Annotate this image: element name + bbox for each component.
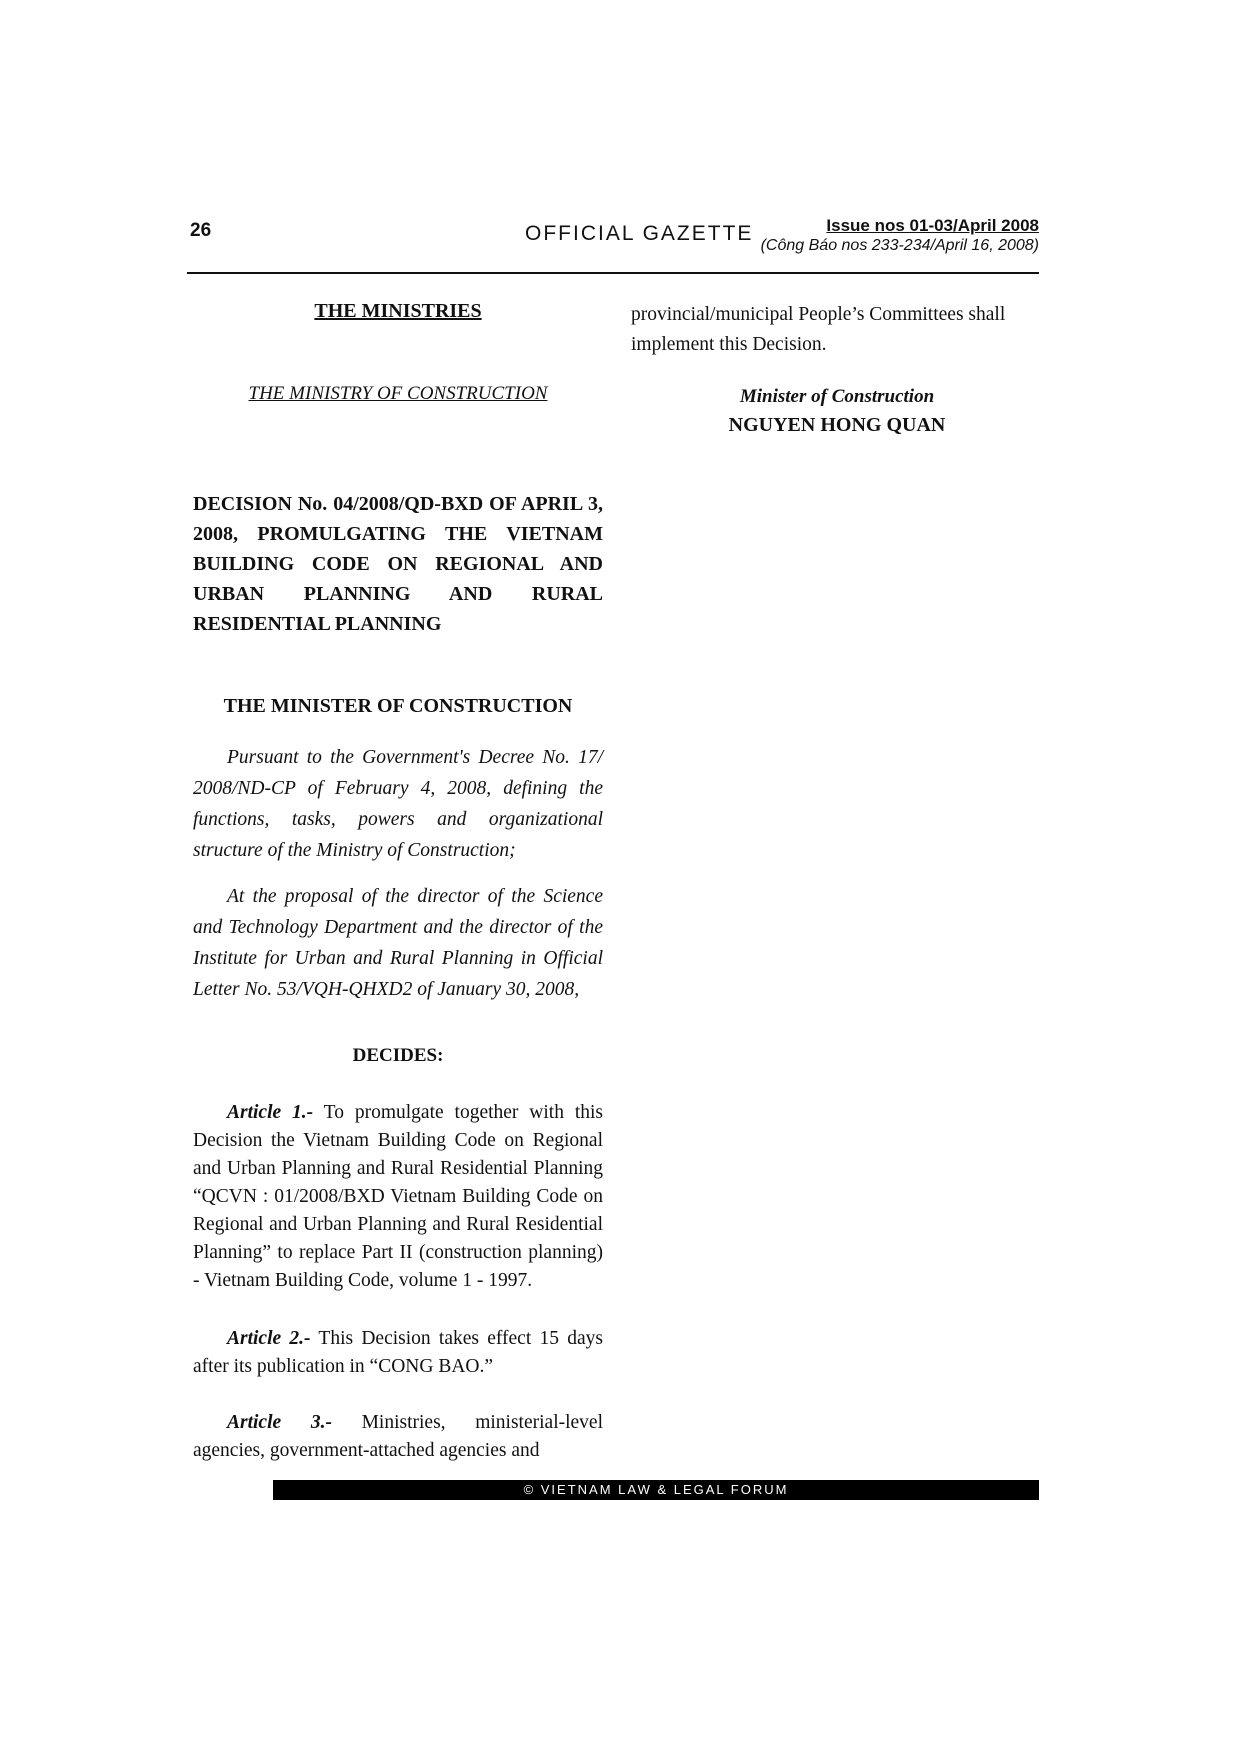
decision-title: DECISION No. 04/2008/QD-BXD OF APRIL 3, 2008, PROMULGATING THE VIETNAM BUILDING CODE ON REGIONAL AND URBAN PLANNING AND RURAL RESIDENTIAL PLANNING: [193, 493, 603, 635]
article-1: [193, 1099, 603, 1295]
article-3-continuation: provincial/municipal People’s Committees shall implement this Decision.: [631, 304, 1006, 355]
preamble-decree: Pursuant to the Government's Decree No. 17/ 2008/ND-CP of February 4, 2008, defining the functions, tasks, powers and organizational structure of the Ministry of Construction;: [193, 747, 603, 861]
decides-heading: DECIDES:: [352, 1045, 444, 1066]
publication-title: OFFICIAL GAZETTE: [525, 222, 754, 245]
page-number: 26: [190, 220, 212, 241]
footer-copyright: © VIETNAM LAW & LEGAL FORUM: [273, 1480, 1039, 1500]
left-column: [193, 288, 603, 1465]
article-label: Article 3.-: [227, 1412, 332, 1433]
issue-info: [761, 216, 1039, 255]
header-divider: [187, 272, 1039, 274]
issue-number: Issue nos 01-03/April 2008: [826, 216, 1039, 235]
minister-heading: THE MINISTER OF CONSTRUCTION: [223, 695, 573, 717]
right-column: [631, 300, 1043, 437]
signer-name: NGUYEN HONG QUAN: [728, 414, 946, 436]
section-title: THE MINISTRIES: [314, 300, 482, 322]
article-label: Article 2.-: [227, 1328, 311, 1349]
signer-role: Minister of Construction: [739, 386, 935, 407]
article-text: Ministries, ministerial-level agencies, government-attached agencies and: [193, 1412, 603, 1461]
issue-subtitle: (Công Báo nos 233-234/April 16, 2008): [760, 237, 1039, 254]
article-text: This Decision takes effect 15 days after its publication in “CONG BAO.”: [193, 1328, 603, 1377]
preamble-proposal: At the proposal of the director of the Science and Technology Department and the director of the Institute for Urban and Rural Planning in Official Letter No. 53/VQH-QHXD2 of January 30, 2008,: [193, 886, 603, 1000]
article-3: [193, 1409, 603, 1465]
article-label: Article 1.-: [227, 1102, 314, 1123]
ministry-title: THE MINISTRY OF CONSTRUCTION: [248, 383, 548, 404]
article-2: [193, 1325, 603, 1381]
article-text: To promulgate together with this Decision the Vietnam Building Code on Regional and Urban Planning and Rural Residential Planning “QCVN : 01/2008/BXD Vietnam Building Code on Regional and Urban Planning and Rural Residential Planning” to replace Part II (construction planning) - Vietnam Building Code, volume 1 - 1997.: [193, 1102, 603, 1291]
